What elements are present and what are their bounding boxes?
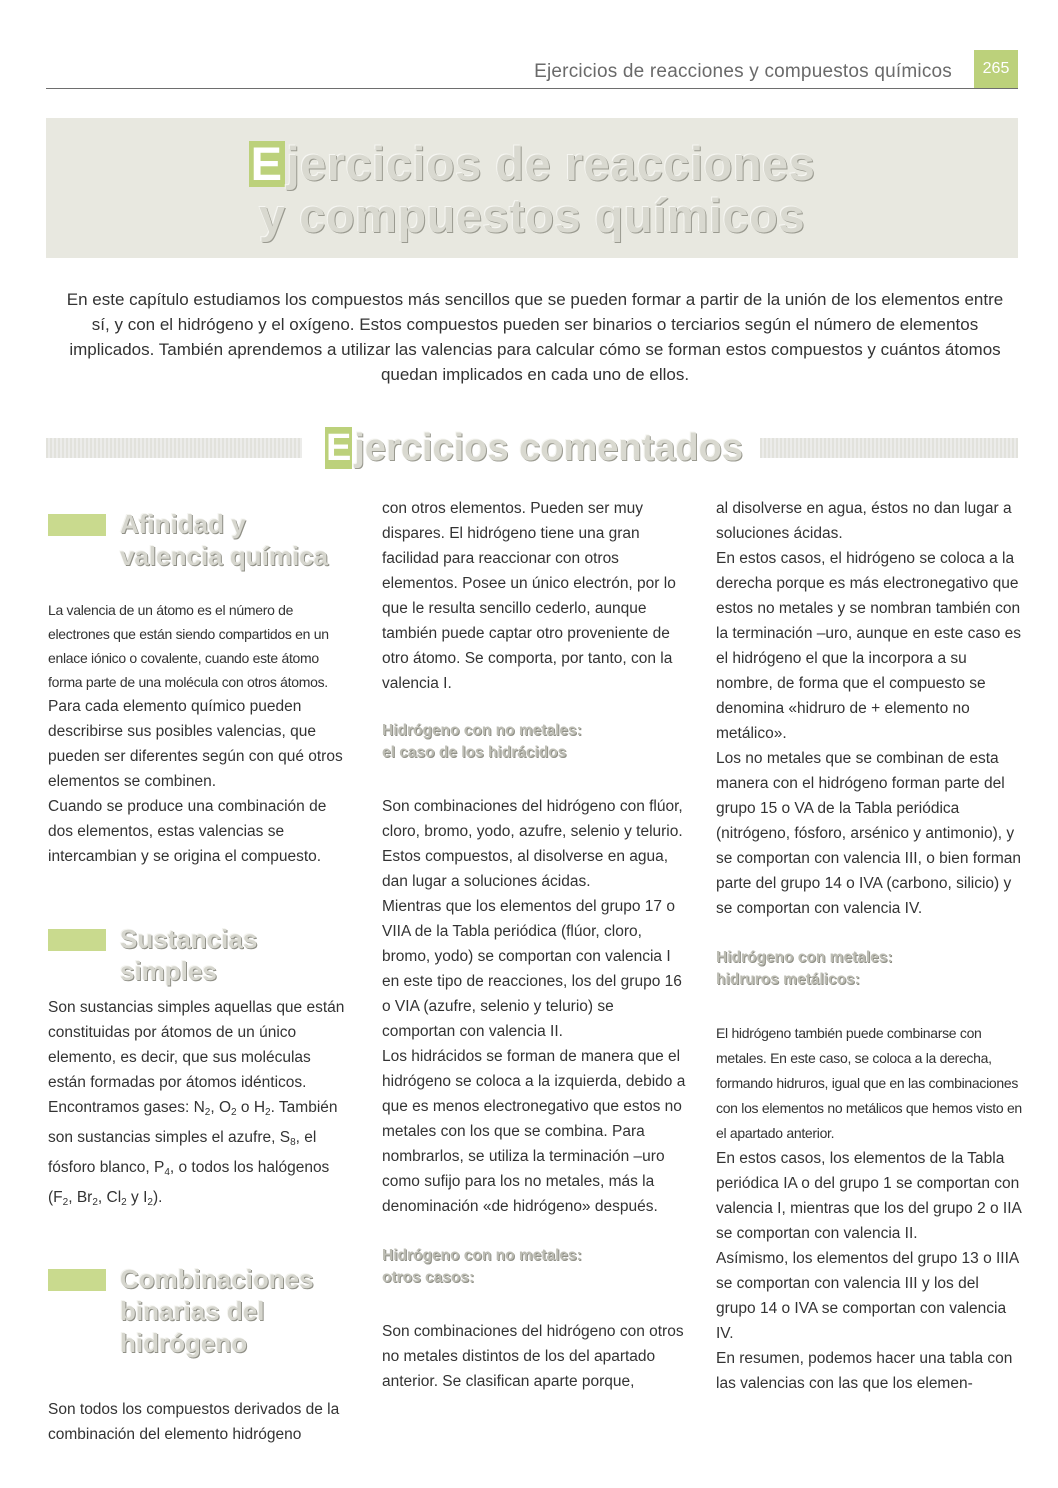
text-run: , O — [210, 1099, 232, 1116]
heading-sustancias — [48, 923, 346, 987]
paragraph-elemento: Para cada elemento químico pueden describirse sus posibles valencias, que pueden ser diferentes según con qué otros elementos se combinen. — [48, 698, 343, 790]
running-head — [46, 50, 1018, 89]
subscript: 2 — [92, 1197, 98, 1208]
text-run: , Br — [68, 1189, 93, 1206]
page-number: 265 — [974, 50, 1018, 88]
section-rule-right — [760, 438, 1018, 458]
heading-combinaciones-line-3: hidrógeno — [120, 1328, 248, 1358]
paragraph-continuation: al disolverse en agua, éstos no dan lugar a soluciones ácidas. — [716, 500, 1012, 542]
paragraph-sustancias — [48, 995, 346, 1215]
heading-marker — [48, 514, 106, 536]
paragraph-hidracidos-2: Mientras que los elementos del grupo 17 o VIIA de la Tabla periódica (flúor, cloro, bromo, yodo) se comportan con valencia I en este tipo de reacciones, los del grupo 16 o VIA (azufre, selenio y telurio) se comportan con valencia II. — [382, 898, 682, 1040]
text-run: ). — [152, 1189, 163, 1206]
subscript: 2 — [265, 1107, 271, 1118]
chapter-title-line-1-text: jercicios de reacciones — [286, 137, 816, 190]
paragraph-combinaciones: Son todos los compuestos derivados de la combinación del elemento hidrógeno — [48, 1401, 340, 1443]
text-run: , o todos los halógenos (F — [48, 1159, 330, 1206]
heading-sustancias-line-2: simples — [120, 956, 217, 986]
paragraph-continuation: con otros elementos. Pueden ser muy dispares. El hidrógeno tiene una gran facilidad para reaccionar con otros elementos. Posee un único electrón, por lo que le resulta sencillo cederlo, aunque también puede captar otro proveniente de otro átomo. Se comporta, por tanto, con la valencia I. — [382, 500, 676, 692]
section-title-text: jercicios comentados — [354, 427, 743, 469]
text-run: , el fósforo blanco, P — [48, 1129, 317, 1176]
chapter-title-banner — [46, 118, 1018, 258]
paragraph-grupos: Los no metales que se combinan de esta manera con el hidrógeno forman parte del grupo 15 o VA de la Tabla periódica (nitrógeno, fósforo, arsénico y antimonio), y se comportan con valencia III, o bien forman parte del grupo 14 o IVA (carbono, silicio) y se comportan con valencia IV. — [716, 750, 1021, 917]
subscript: 2 — [62, 1197, 69, 1208]
heading-combinaciones — [48, 1263, 346, 1359]
subscript: 8 — [290, 1137, 296, 1148]
heading-marker — [48, 929, 106, 951]
chapter-title-line-2: y compuestos químicos — [259, 189, 805, 242]
section-title-dropcap: E — [326, 427, 352, 469]
subscript: 2 — [231, 1107, 237, 1118]
heading-afinidad-line-1: Afinidad y — [120, 509, 246, 539]
paragraph-derecha: En estos casos, el hidrógeno se coloca a la derecha porque es más electronegativo que estos no metales y se nombran también con la terminación –uro, aunque en este caso es el hidrógeno el que la incorpora a su nombre, de forma que el compuesto se denomina «hidruro de + elemento no metálico». — [716, 550, 1022, 742]
heading-otros-casos — [382, 1245, 688, 1289]
column-3 — [716, 496, 1022, 1396]
section-header — [46, 420, 1018, 482]
paragraph-resumen: En resumen, podemos hacer una tabla con las valencias con las que los elemen- — [716, 1350, 1013, 1392]
section-rule-left — [46, 438, 302, 458]
chapter-intro: En este capítulo estudiamos los compuestos más sencillos que se pueden formar a partir de la unión de los elementos entre sí, y con el hidrógeno y el oxígeno. Estos compuestos pueden ser binarios o terciarios según el número de elementos implicados. También aprendemos a utilizar las valencias para calcular cómo se forman estos compuestos y cuántos átomos quedan implicados en cada uno de ellos. — [66, 290, 1004, 384]
subscript: 2 — [147, 1197, 153, 1208]
heading-hidruros — [716, 947, 1022, 991]
column-2 — [382, 496, 688, 1394]
text-run: Son sustancias simples aquellas que están constituidas por átomos de un único elemento, es decir, que sus moléculas están formadas por átomos idénticos. Encontramos gases: N — [48, 999, 345, 1116]
text-run: , Cl — [97, 1189, 122, 1206]
subscript: 2 — [204, 1107, 211, 1118]
heading-combinaciones-line-2: binarias del — [120, 1296, 265, 1326]
column-1 — [48, 496, 346, 1447]
heading-hidracidos-line-1: Hidrógeno con no metales: — [382, 722, 582, 739]
heading-marker — [48, 1269, 106, 1291]
paragraph-metales: El hidrógeno también puede combinarse con metales. En este caso, se coloca a la derecha, formando hidruros, igual que en las combinaciones con los elementos no metálicos que hemos visto en el apartado anterior. — [716, 1025, 1022, 1141]
heading-otros-line-1: Hidrógeno con no metales: — [382, 1247, 582, 1264]
paragraph-otros-casos: Son combinaciones del hidrógeno con otros no metales distintos de los del apartado anterior. Se clasifican aparte porque, — [382, 1323, 684, 1390]
chapter-title-dropcap: E — [250, 137, 283, 190]
paragraph-hidracidos-1: Son combinaciones del hidrógeno con flúor, cloro, bromo, yodo, azufre, selenio y telurio. Estos compuestos, al disolverse en agua, dan lugar a soluciones ácidas. — [382, 798, 683, 890]
heading-hidracidos — [382, 720, 688, 764]
heading-afinidad — [48, 508, 346, 572]
running-title: Ejercicios de reacciones y compuestos químicos — [534, 61, 952, 82]
section-title — [324, 422, 744, 474]
chapter-title-line-1 — [46, 138, 1018, 190]
heading-hidracidos-line-2: el caso de los hidrácidos — [382, 744, 567, 761]
text-run: . También son sustancias simples el azufre, S — [48, 1099, 338, 1146]
paragraph-grupo1: En estos casos, los elementos de la Tabla periódica IA o del grupo 1 se comportan con valencia I, mientras que los del grupo 2 o IIA se comportan con valencia II. — [716, 1150, 1022, 1242]
subscript: 4 — [164, 1167, 170, 1178]
heading-combinaciones-line-1: Combinaciones — [120, 1264, 314, 1294]
paragraph-grupo13: Asímismo, los elementos del grupo 13 o IIIA se comportan con valencia III y los del grupo 14 o IVA se comportan con valencia IV. — [716, 1250, 1019, 1342]
text-run: o H — [236, 1099, 266, 1116]
heading-afinidad-line-2: valencia química — [120, 541, 329, 571]
paragraph-combinacion: Cuando se produce una combinación de dos elementos, estas valencias se intercambian y se origina el compuesto. — [48, 798, 327, 865]
paragraph-hidracidos-3: Los hidrácidos se forman de manera que el hidrógeno se coloca a la izquierda, debido a que es menos electronegativo que estos no metales con los que se combina. Para nombrarlos, se utiliza la terminación –uro como sufijo para los no metales, más la denominación «de hidrógeno» después. — [382, 1048, 686, 1215]
paragraph-valencia: La valencia de un átomo es el número de electrones que están siendo compartidos en un enlace iónico o covalente, cuando este átomo forma parte de una molécula con otros átomos. — [48, 602, 329, 690]
heading-sustancias-line-1: Sustancias — [120, 924, 258, 954]
heading-hidruros-line-2: hidruros metálicos: — [716, 971, 860, 988]
heading-hidruros-line-1: Hidrógeno con metales: — [716, 949, 893, 966]
text-run: y I — [126, 1189, 148, 1206]
heading-otros-line-2: otros casos: — [382, 1269, 475, 1286]
subscript: 2 — [121, 1197, 127, 1208]
